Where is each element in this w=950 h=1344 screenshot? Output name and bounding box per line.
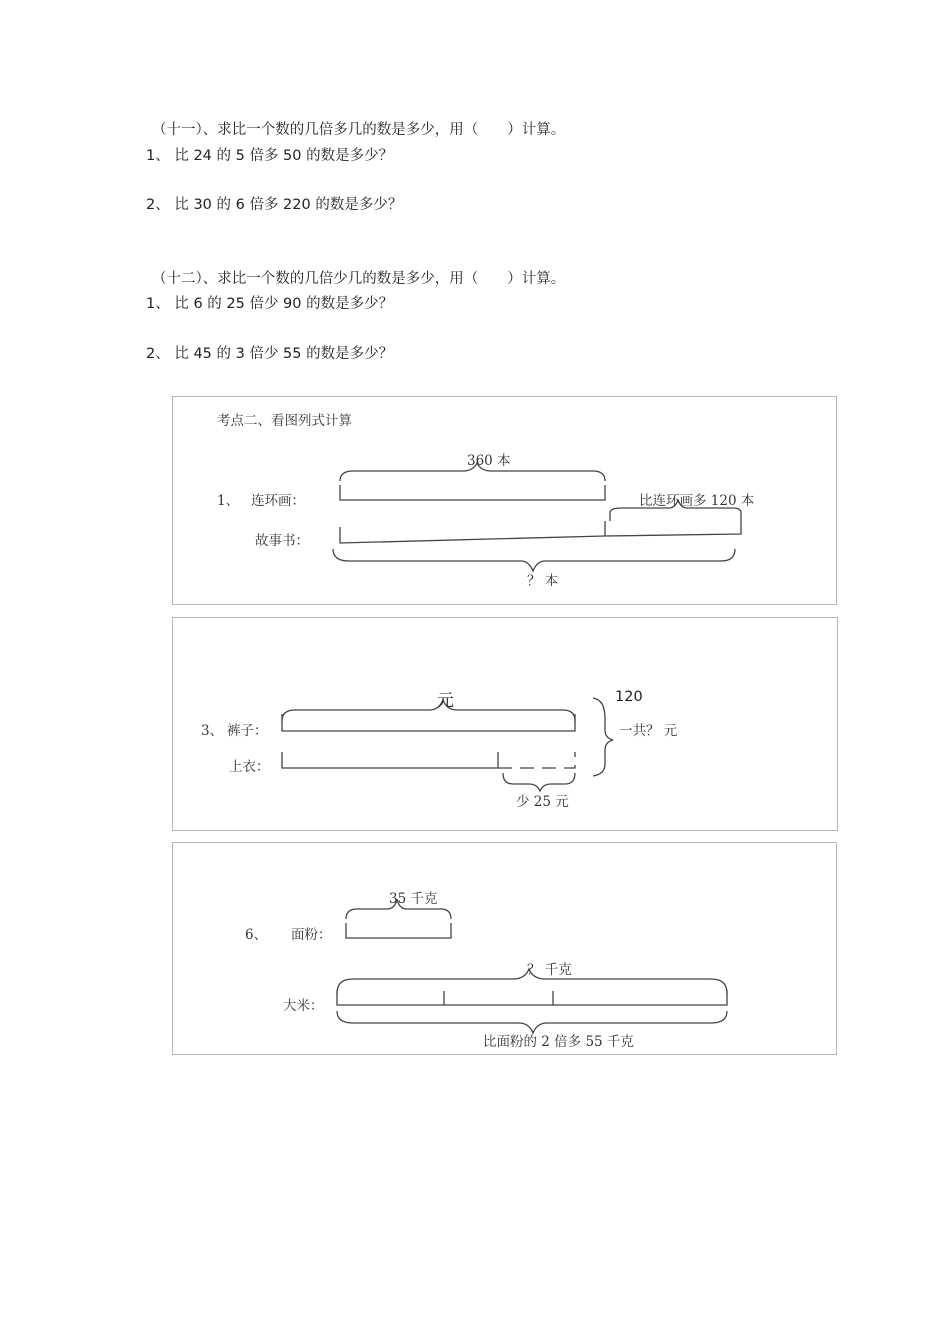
figure-1-number: 1、 xyxy=(217,493,240,509)
row-2-bar xyxy=(337,991,727,1005)
section-11-heading: （十一）、求比一个数的几倍多几的数是多少，用（ ）计算。 xyxy=(152,122,566,138)
short-brace xyxy=(503,773,575,791)
figure-2-diagram xyxy=(173,618,837,830)
bottom-brace-label: 比面粉的 2 倍多 55 千克 xyxy=(483,1034,634,1050)
total-value: 120 xyxy=(615,689,643,705)
top-brace xyxy=(282,700,575,721)
section-11-question-1: 1、 比 24 的 5 倍多 50 的数是多少？ xyxy=(146,148,394,164)
row-1-bar xyxy=(340,485,605,500)
section-11-question-2: 2、 比 30 的 6 倍多 220 的数是多少？ xyxy=(146,197,403,213)
small-top-brace-label: 35 千克 xyxy=(389,891,438,907)
figure-2-number: 3、 xyxy=(201,723,224,739)
top-brace-label: 360 本 xyxy=(467,453,511,469)
short-text: 少 25 元 xyxy=(516,794,569,810)
row-1-bar xyxy=(282,714,575,731)
row-2-label: 故事书： xyxy=(255,533,309,549)
figure-1-title: 考点二、看图列式计算 xyxy=(217,413,352,429)
total-brace xyxy=(593,698,613,776)
figure-3-diagram xyxy=(173,843,836,1054)
row-1-label: 连环画： xyxy=(251,493,305,509)
bottom-brace-label: ？ 本 xyxy=(527,573,559,589)
figure-2-panel xyxy=(172,617,838,831)
row-1-label: 面粉： xyxy=(291,927,332,943)
row-2-label: 大米： xyxy=(283,998,324,1014)
row-1-bar xyxy=(346,923,451,938)
total-text: 一共？ 元 xyxy=(619,723,678,739)
row-2-dashed xyxy=(498,752,575,768)
row-2-bar xyxy=(282,752,498,768)
row-2-bar xyxy=(340,521,741,543)
top-brace-label: 元 xyxy=(437,691,454,711)
section-12-question-1: 1、 比 6 的 25 倍少 90 的数是多少？ xyxy=(146,296,394,312)
right-brace-label: 比连环画多 120 本 xyxy=(639,493,755,509)
section-12-heading: （十二）、求比一个数的几倍少几的数是多少，用（ ）计算。 xyxy=(152,271,566,287)
row-2-label: 上衣： xyxy=(229,759,270,775)
figure-1-panel xyxy=(172,396,837,605)
figure-3-number: 6、 xyxy=(245,927,268,943)
big-top-brace-label: ？ 千克 xyxy=(527,962,572,978)
section-12-question-2: 2、 比 45 的 3 倍少 55 的数是多少？ xyxy=(146,346,394,362)
figure-3-panel xyxy=(172,842,837,1055)
bottom-brace xyxy=(333,549,735,571)
row-1-label: 裤子： xyxy=(227,723,268,739)
